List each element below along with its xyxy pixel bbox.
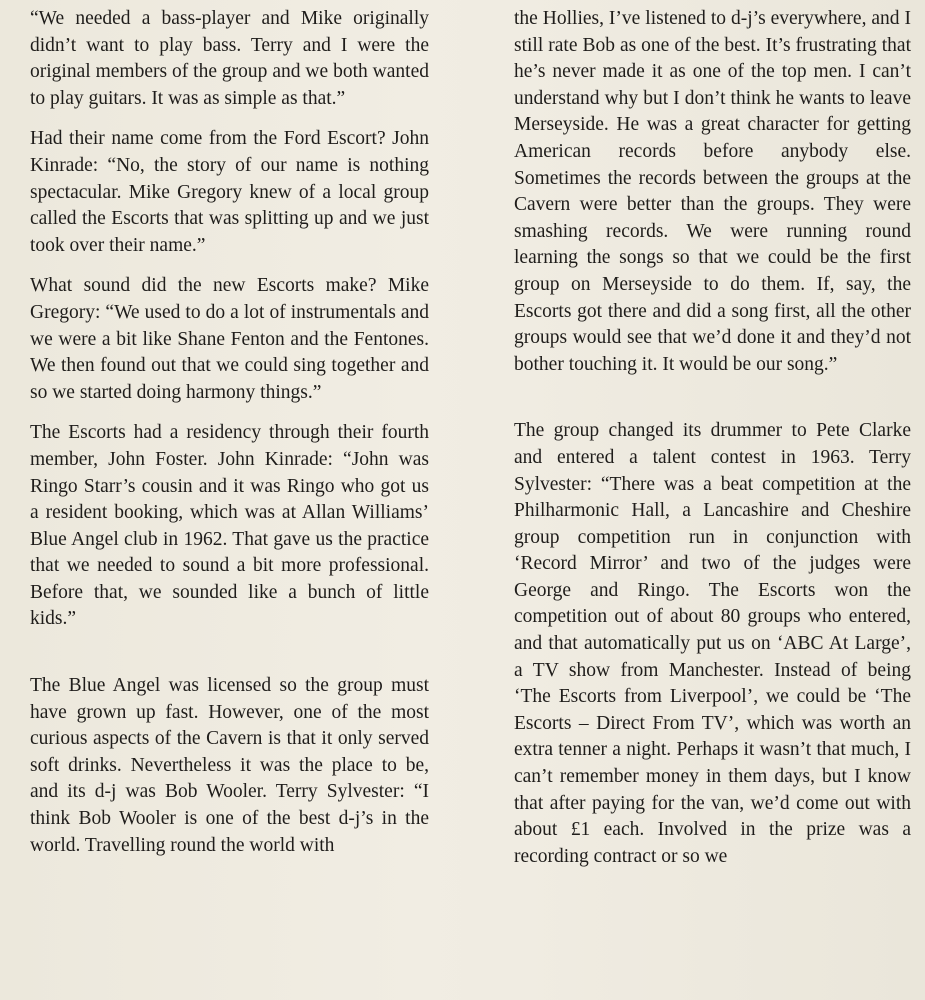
left-column (30, 6, 429, 859)
paragraph-name-origin: Had their name come from the Ford Escort? John Kinrade: “No, the story of our name is nothing spectacular. Mike Gregory knew of a local group called the Escorts that was splitting up and we just took over their name.” (30, 128, 429, 256)
paragraph-bob-wooler: the Hollies, I’ve listened to d-j’s everywhere, and I still rate Bob as one of the best. It’s frustrating that he’s never made it as one of the top men. I can’t understand why but I don’t think he wants to leave Merseyside. He was a great character for getting American records before anybody else. Sometimes the records between the groups at the Cavern were better than the groups. They were smashing records. We were running round learning the songs so that we could be the first group on Merseyside to do them. If, say, the Escorts got there and did a song first, all the other groups would see that we’d done it and they’d not bother touching it. It would be our song.” (514, 8, 911, 375)
paragraph-blue-angel: The Blue Angel was licensed so the group must have grown up fast. However, one of the most curious aspects of the Cavern is that it only served soft drinks. Nevertheless it was the place to be, and its d-j was Bob Wooler. Terry Sylvester: “I think Bob Wooler is one of the best d-j’s in the world. Travelling round the world with (30, 675, 429, 856)
paragraph-talent-contest: The group changed its drummer to Pete Clarke and entered a talent contest in 1963. Terry Sylvester: “There was a beat competition at the Philharmonic Hall, a Lancashire and Cheshire group competition run in conjunction with ‘Record Mirror’ and two of the judges were George and Ringo. The Escorts won the competition out of about 80 groups who entered, and that automatically put us on ‘ABC At Large’, a TV show from Manchester. Instead of being ‘The Escorts from Liverpool’, we could be ‘The Escorts – Direct From TV’, which was worth an extra tenner a night. Perhaps it wasn’t that much, I can’t remember money in them days, but I know that after paying for the van, we’d come out with about £1 each. Involved in the prize was a recording contract or so we (514, 420, 911, 867)
paragraph-residency: The Escorts had a residency through their fourth member, John Foster. John Kinrade: “John was Ringo Starr’s cousin and it was Ringo who got us a resident booking, which was at Allan Williams’ Blue Angel club in 1962. That gave us the practice that we needed to sound a bit more professional. Before that, we sounded like a bunch of little kids.” (30, 422, 429, 630)
right-column (514, 6, 911, 870)
paragraph-bass-player-quote: “We needed a bass-player and Mike originally didn’t want to play bass. Terry and I were the original members of the group and we both wanted to play guitars. It was as simple as that.” (30, 8, 429, 109)
paragraph-escorts-sound: What sound did the new Escorts make? Mike Gregory: “We used to do a lot of instrumentals and we were a bit like Shane Fenton and the Fentones. We then found out that we could sing together and so we started doing harmony things.” (30, 275, 429, 403)
